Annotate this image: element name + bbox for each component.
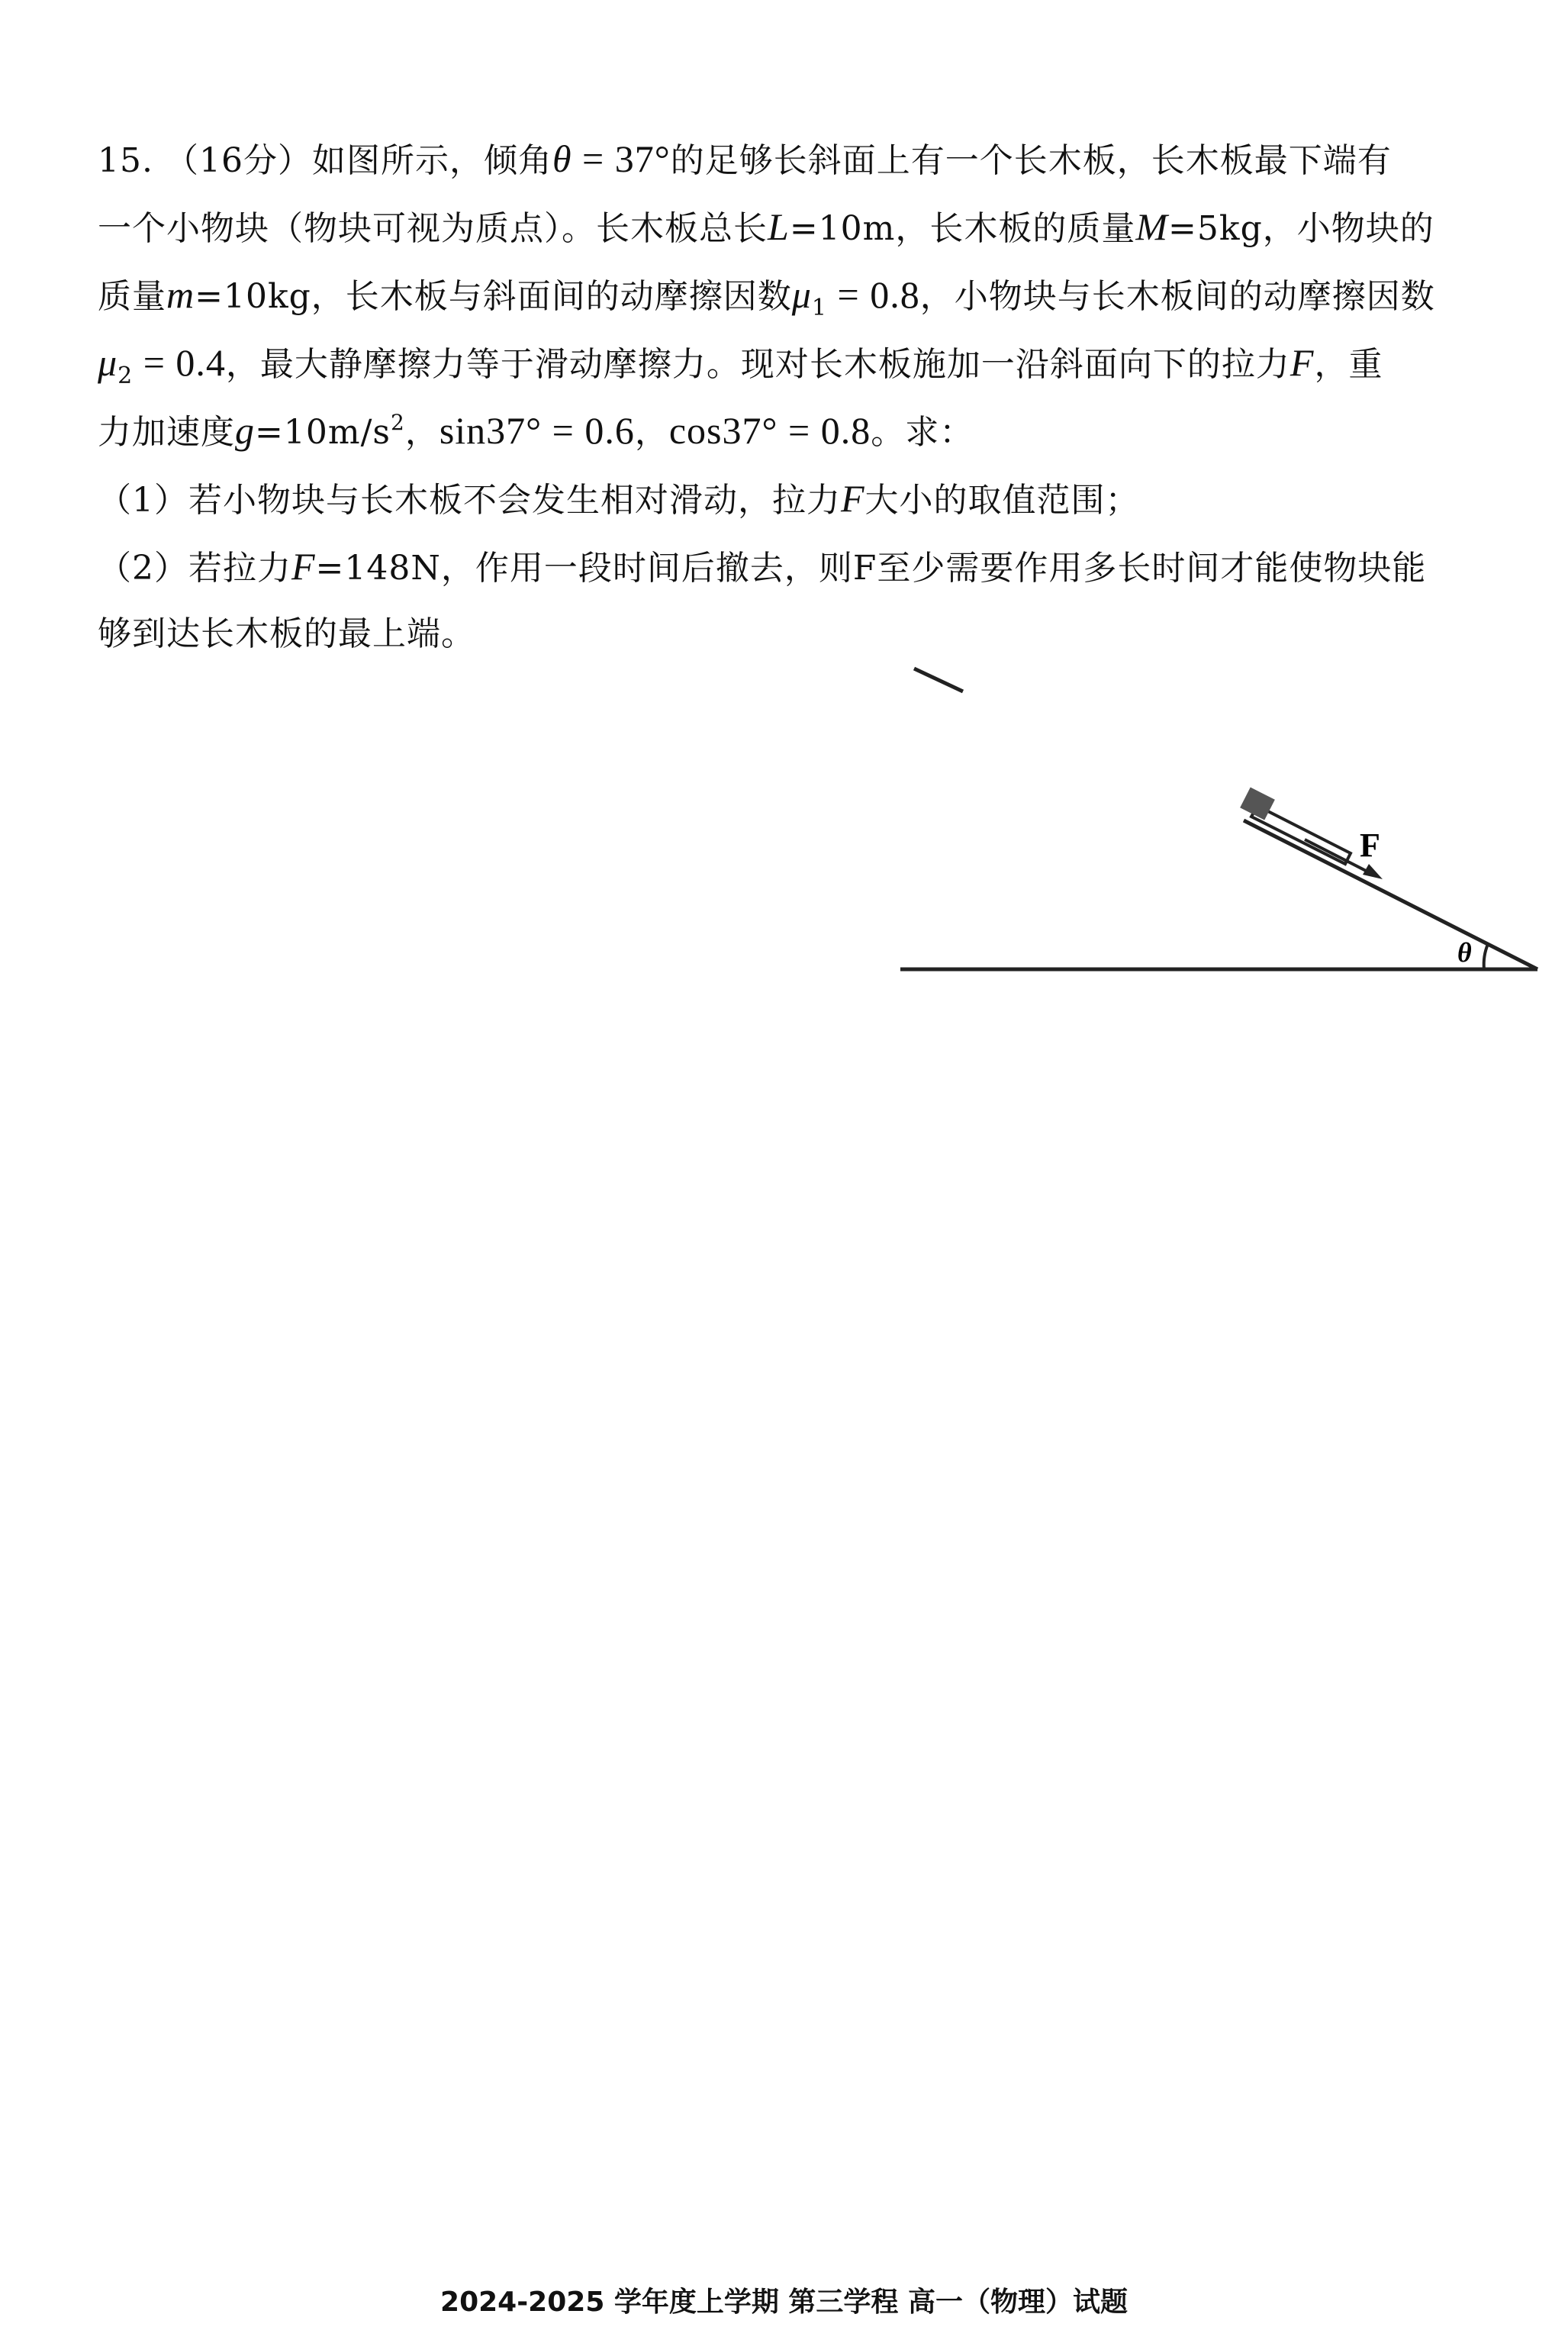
theta-symbol: θ xyxy=(552,137,572,180)
text: （2）若拉力 xyxy=(98,549,291,588)
text: ，重 xyxy=(1314,345,1383,384)
text: =10m/s xyxy=(255,413,391,452)
text: （1）若小物块与长木板不会发生相对滑动，拉力 xyxy=(98,481,841,520)
var-M: M xyxy=(1135,205,1169,248)
text: ， xyxy=(634,413,669,452)
force-label: F xyxy=(1360,827,1380,864)
text: ，最大静摩擦力等于滑动摩擦力。现对长木板施加一沿斜面向下的拉力 xyxy=(225,345,1290,384)
question-number: 15. xyxy=(98,141,153,180)
var-F: F xyxy=(841,477,865,520)
angle-arc xyxy=(1484,944,1488,969)
part-1 xyxy=(98,466,1517,533)
angle-label: θ xyxy=(1457,937,1472,968)
page-footer: 2024-2025 学年度上学期 第三学程 高一（物理）试题 xyxy=(440,2287,1128,2318)
text: ， xyxy=(404,413,439,452)
var-F: F xyxy=(1289,341,1315,384)
text: =5kg，小物块的 xyxy=(1168,209,1434,248)
var-g: g xyxy=(235,409,255,452)
var-m: m xyxy=(166,273,195,316)
sin-value: sin37° = 0.6 xyxy=(439,409,635,452)
mu2-value: = 0.4 xyxy=(133,341,226,384)
mu1-subscript: 1 xyxy=(811,295,827,321)
mu2-symbol: μ xyxy=(98,341,118,384)
text: 如图所示，倾角 xyxy=(311,141,552,180)
text: =10kg，长木板与斜面间的动摩擦因数 xyxy=(195,277,792,316)
question-score: （16分） xyxy=(164,141,312,180)
question-line-1 xyxy=(98,126,1517,194)
mu1-symbol: μ xyxy=(791,273,812,316)
text: =148N，作用一段时间后撤去，则F至少需要作用多长时间才能使物块能 xyxy=(315,549,1427,588)
unit-superscript: 2 xyxy=(390,410,405,435)
text: 大小的取值范围； xyxy=(864,481,1140,520)
text: =10m，长木板的质量 xyxy=(789,209,1136,248)
text: 力加速度 xyxy=(98,413,235,452)
mu2-subscript: 2 xyxy=(118,363,134,389)
force-arrowhead xyxy=(1363,864,1383,879)
var-F: F xyxy=(291,545,316,588)
question-15 xyxy=(98,126,1517,667)
question-line-3 xyxy=(98,262,1517,330)
text: 一个小物块（物块可视为质点）。长木板总长 xyxy=(98,209,768,248)
var-L: L xyxy=(768,205,790,248)
text: 。求： xyxy=(871,413,974,452)
question-line-5 xyxy=(98,398,1517,466)
angle-value: = 37° xyxy=(571,137,671,180)
text: ，小物块与长木板间的动摩擦因数 xyxy=(919,277,1435,316)
incline-line xyxy=(1244,820,1537,969)
text: 质量 xyxy=(98,277,166,316)
stray-mark xyxy=(914,669,963,691)
mu1-value: = 0.8 xyxy=(827,273,920,316)
incline-figure xyxy=(877,656,1549,1000)
cos-value: cos37° = 0.8 xyxy=(668,409,871,452)
text: 的足够长斜面上有一个长木板，长木板最下端有 xyxy=(670,141,1392,180)
part-2 xyxy=(98,533,1517,601)
text: 够到达长木板的最上端。 xyxy=(98,614,475,653)
question-line-4 xyxy=(98,330,1517,398)
question-line-2 xyxy=(98,194,1517,262)
